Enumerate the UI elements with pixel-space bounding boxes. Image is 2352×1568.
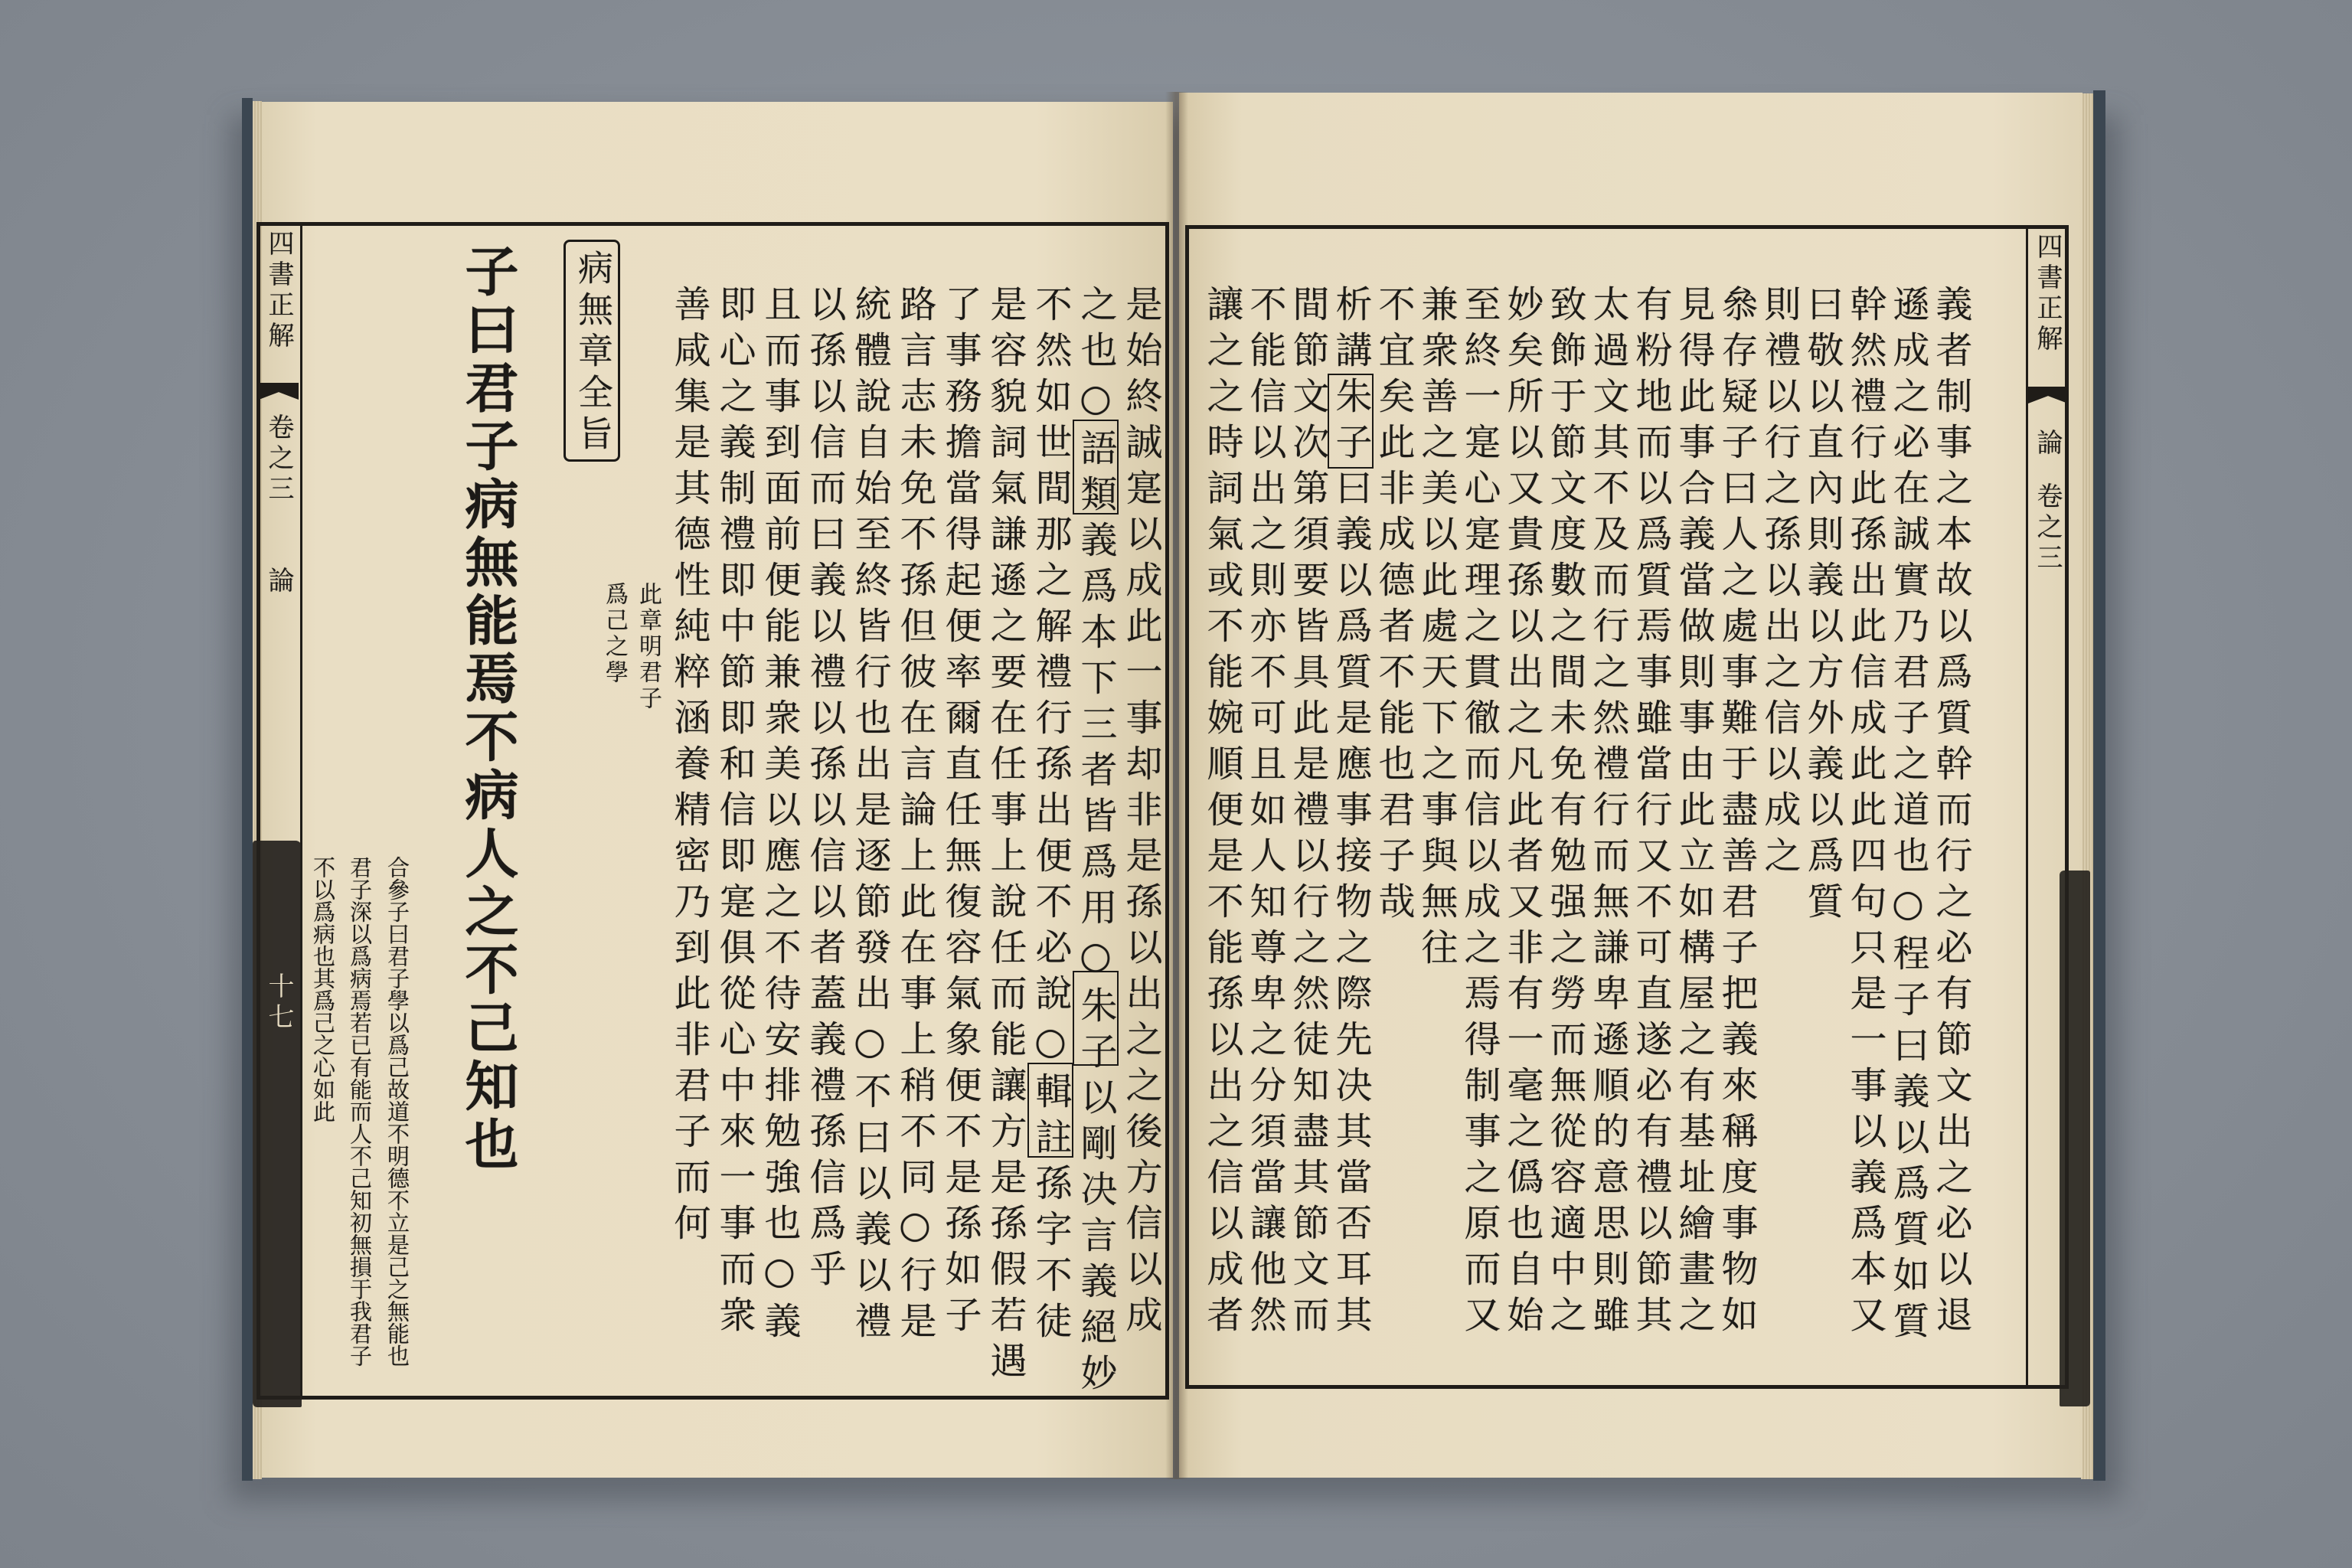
chapter-heading-box (564, 240, 620, 462)
right-column-7: 見得此事合義當做則事由此立如構屋之有基址繪畫之 (1672, 285, 1715, 1341)
left-commentary-column-9: 且而事到面前便能兼衆美以應之不待安排勉強也○義 (758, 285, 801, 1348)
right-column-17: 不能信以出之則亦不可且如人知尊卑之分須當讓他然 (1243, 285, 1286, 1341)
chapter-summary-line-2: 爲己之學 (601, 582, 628, 686)
left-commentary-column-6: 路言志未免不孫但彼在言論上此在事上稍不同○行是 (893, 285, 936, 1348)
right-column-2: 遜成之必在誠實乃君子之道也○程子曰義以爲質如質 (1886, 285, 1929, 1348)
left-commentary-column-1: 是始終誠寔以成此一事却非是孫以出之之後方信以成 (1119, 285, 1162, 1341)
chapter-heading: 病無章全旨 (573, 250, 614, 456)
right-column-15: 析講朱子曰義以爲質是應事接物之際先决其當否耳其 (1329, 285, 1372, 1341)
main-classic-text: 子曰君子病無能焉不病人之不己知也 (456, 243, 520, 1174)
book-cover-edge-right (2093, 90, 2105, 1481)
annotation-box (1328, 374, 1374, 469)
book-cover-edge-left (242, 98, 253, 1481)
right-margin-section: 論 (2032, 429, 2063, 459)
right-column-18: 讓之之時詞氣或不能婉順便是不能孫以出之信以成者 (1200, 285, 1243, 1341)
left-fold-dark-band (253, 841, 302, 1407)
annotation-box (1073, 420, 1119, 514)
left-commentary-column-11: 善咸集是其德性純粹涵養精密乃到此非君子而何 (668, 285, 710, 1250)
left-commentary-column-7: 統體說自始至終皆行也出是逐節發出○不曰以義以禮 (848, 285, 891, 1348)
hecan-column-2: 君子深以爲病焉若已有能而人不己知初無損于我君子 (347, 856, 373, 1367)
hecan-column-3: 不以爲病也其爲己之心如此 (310, 856, 336, 1122)
right-column-16: 間節文次第須要皆具此是禮以行之然徒知盡其節文而 (1286, 285, 1329, 1341)
left-margin-volume: 卷之三 (263, 413, 294, 505)
left-commentary-column-8: 以孫以信而曰義以禮以孫以信以者蓋義禮孫信爲乎 (803, 285, 846, 1295)
right-column-10: 致飾于節文度數之間未免有勉强之勞而無從容適中之 (1544, 285, 1586, 1341)
right-column-1: 義者制事之本故以爲質幹而行之必有節文出之必以退 (1929, 285, 1972, 1341)
left-commentary-column-2: 之也○語類義爲本下三者皆爲用○朱子以剛决言義絕妙 (1074, 285, 1117, 1400)
annotation-box (1027, 1063, 1073, 1158)
right-column-5: 則禮以行之孫以出之信以成之 (1758, 285, 1801, 882)
annotation-box (1073, 971, 1119, 1066)
right-column-11: 妙矣所以又貴孫以出之凡此者又非有一毫之僞也自始 (1501, 285, 1544, 1341)
right-column-9: 太過文其不及而行之然禮行而無謙卑遜順的意思則雖 (1586, 285, 1629, 1341)
left-margin-title: 四書正解 (263, 230, 294, 352)
right-column-6: 叅存疑子曰人之處事難于盡善君子把義來稱度事物如 (1715, 285, 1758, 1341)
chapter-summary-line-1: 此章明君子 (635, 582, 662, 712)
right-column-12: 至終一寔心寔理之貫徹而信以成之焉得制事之原而又 (1458, 285, 1501, 1341)
left-margin-folio: 十七 (263, 972, 294, 1034)
right-margin-volume: 卷之三 (2032, 482, 2063, 574)
right-column-14: 不宜矣此非成德者不能也君子哉 (1372, 285, 1415, 928)
left-commentary-column-5: 了事務擔當得起便率爾直任無復容氣象便不是孫如子 (939, 285, 982, 1341)
left-commentary-column-4: 是容貌詞氣謙遜之要在任事上說任而能讓方是孫假若遇 (984, 285, 1027, 1387)
right-margin-title: 四書正解 (2032, 233, 2063, 355)
right-fold-dark-band (2060, 871, 2090, 1406)
hecan-column-1: 合參子曰君子學以爲己故道不明德不立是己之無能也 (384, 856, 410, 1367)
right-column-13: 兼衆善之美以此處天下之事與無往 (1415, 285, 1458, 974)
right-margin-rule (2026, 225, 2028, 1389)
right-column-3: 幹然禮行此孫出此信成此此四句只是一事以義爲本又 (1844, 285, 1886, 1341)
left-commentary-column-3: 不然如世間那之解禮行孫出便不必說○輯註孫字不徒 (1029, 285, 1072, 1348)
right-column-8: 有粉地而以爲質焉事雖當行又不可直遂必有禮以節其 (1629, 285, 1672, 1341)
left-margin-section: 論 (263, 567, 294, 597)
right-column-4: 曰敬以直內則義以方外義以爲質 (1801, 285, 1844, 928)
left-commentary-column-10: 即心之義制禮即中節即和信即寔俱從心中來一事而衆 (713, 285, 756, 1341)
